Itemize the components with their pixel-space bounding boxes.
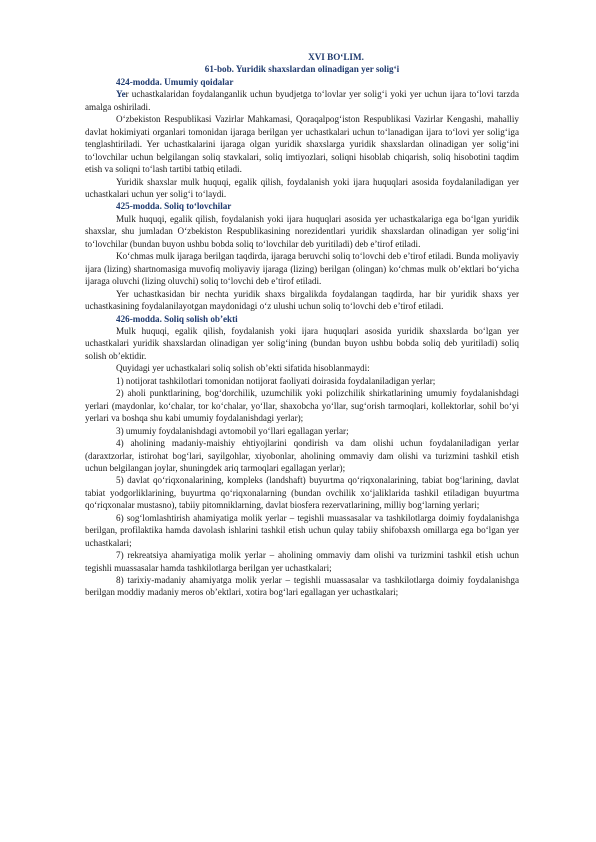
- paragraph: Quyidagi yer uchastkalari soliq solish ob’ekti sifatida hisoblanmaydi:: [116, 363, 370, 374]
- paragraph-lead-letters: Ye: [116, 89, 126, 100]
- paragraph: [85, 88, 519, 113]
- article-title-425: 425-modda. Soliq to‘lovchilar: [116, 201, 232, 212]
- list-item: 5) davlat qo‘riqxonalarining, kompleks (landshaft) buyurtma qo‘riqxonalarining, tabiat bog‘larining, davlat tabiat yodgorliklarining, buyurtma qo‘riqxonalarning (bundan ovchilik xo‘jaliklarida tashkil etiladigan buyurtma qo‘riqxonalar mustasno), tabiiy pitomniklarning, davlat biosfera rezervatlarining, milliy bog‘larning yerlari;: [85, 475, 519, 511]
- article-title-426: 426-modda. Soliq solish ob’ekti: [116, 313, 238, 324]
- paragraph: Mulk huquqi, egalik qilish, foydalanish yoki ijara huquqlari asosida yuridik shaxslarda bo‘lgan yer uchastkalari yuridik shaxslardan olinadigan yer solig‘ining (bundan buyon ushbu bobda soliq deb yuritiladi) soliq solish ob’ektidir.: [85, 325, 519, 361]
- paragraph: Yer uchastkasidan bir nechta yuridik shaxs birgalikda foydalangan taqdirda, har bir yuridik shaxs yer uchastkasining foydalanilayotgan maydonidagi o‘z ulushi uchun soliq to‘lovchi deb e’tirof etiladi.: [85, 288, 519, 312]
- list-item: 2) aholi punktlarining, bog‘dorchilik, uzumchilik yoki polizchilik shirkatlarining umumiy foydalanishdagi yerlari (maydonlar, ko‘chalar, tor ko‘chalar, yo‘llar, shaxobcha yo‘llar, sug‘orish tarmoqlari, kollektorlar, sohil bo‘yi yerlari va boshqa shu kabi umumiy foydalanishdagi yerlar);: [85, 388, 519, 424]
- list-item: 1) notijorat tashkilotlari tomonidan notijorat faoliyati doirasida foydalaniladigan yerlar;: [116, 375, 436, 386]
- list-item: 6) sog‘lomlashtirish ahamiyatiga molik yerlar – tegishli muassasalar va tashkilotlarga doimiy foydalanishga berilgan, profilaktika hamda davolash ishlarini tashkil etish uchun qulay tabiiy shifobaxsh omillarga ega bo‘lgan yer uchastkalari;: [85, 512, 519, 548]
- paragraph: Mulk huquqi, egalik qilish, foydalanish yoki ijara huquqlari asosida yer uchastkalariga ega bo‘lgan yuridik shaxslar, shu jumladan O‘zbekiston Respublikasining norezidentlari yuridik shaxslardan olinadigan yer solig‘ini to‘lovchilar (bundan buyon ushbu bobda soliq to‘lovchilar deb yuritiladi) deb e’tirof etiladi.: [85, 213, 519, 249]
- section-title: XVI BO‘LIM.: [308, 52, 364, 62]
- paragraph: O‘zbekiston Respublikasi Vazirlar Mahkamasi, Qoraqalpog‘iston Respublikasi Vazirlar Kengashi, mahalliy davlat hokimiyati organlari tomonidan ijaraga berilgan yer uchastkalari uchun to‘lanadigan ijara to‘lovi yer solig‘iga tenglashtiriladi. Yer uchastkalarini ijaraga olgan yuridik shaxslarga yuridik shaxslardan olinadigan yer solig‘ini to‘lovchilar uchun belgilangan soliq stavkalari, soliq imtiyozlari, soliqni hisoblab chiqarish, soliq hisobotini taqdim etish va soliqni to‘lash tartibi tatbiq etiladi.: [85, 114, 519, 175]
- paragraph: Yuridik shaxslar mulk huquqi, egalik qilish, foydalanish yoki ijara huquqlari asosida foydalaniladigan yer uchastkalari uchun yer solig‘i to‘laydi.: [85, 176, 519, 199]
- chapter-title: 61-bob. Yuridik shaxslardan olinadigan yer solig‘i: [204, 64, 400, 75]
- paragraph: Ko‘chmas mulk ijaraga berilgan taqdirda, ijaraga beruvchi soliq to‘lovchi deb e’tirof etiladi. Bunda moliyaviy ijara (lizing) shartnomasiga muvofiq moliyaviy ijaraga (lizing) berilgan (olingan) ko‘chmas mulk ob’ektlari bo‘yicha ijaraga oluvchi (lizing oluvchi) soliq to‘lovchi deb e’tirof etiladi.: [85, 251, 519, 287]
- article-title-424: 424-modda. Umumiy qoidalar: [116, 76, 234, 87]
- list-item: 8) tarixiy-madaniy ahamiyatga molik yerlar – tegishli muassasalar va tashkilotlarga doimiy foydalanishga berilgan moddiy madaniy meros ob’ektlari, xotira bog‘lari egallagan yer uchastkalari;: [85, 575, 519, 598]
- list-item: 3) umumiy foydalanishdagi avtomobil yo‘llari egallagan yerlar;: [116, 425, 349, 436]
- paragraph-text: r uchastkalaridan foydalanganlik uchun byudjetga to‘lovlar yer solig‘i yoki yer uchun ijara to‘lovi tarzda amalga oshiriladi.: [85, 89, 519, 112]
- list-item: 7) rekreatsiya ahamiyatiga molik yerlar – aholining ommaviy dam olishi va turizmini tashkil etish uchun tegishli muassasalar hamda tashkilotlarga berilgan yer uchastkalari;: [85, 550, 519, 573]
- document-page: [85, 51, 519, 599]
- list-item: 4) aholining madaniy-maishiy ehtiyojlarini qondirish va dam olishi uchun foydalaniladigan yerlar (daraxtzorlar, istirohat bog‘lari, sayilgohlar, xiyobonlar, aholining ommaviy dam olishi va turizmini tashkil etish uchun belgilangan joylar, shuningdek ariq tarmoqlari egallagan yerlar);: [85, 438, 519, 473]
